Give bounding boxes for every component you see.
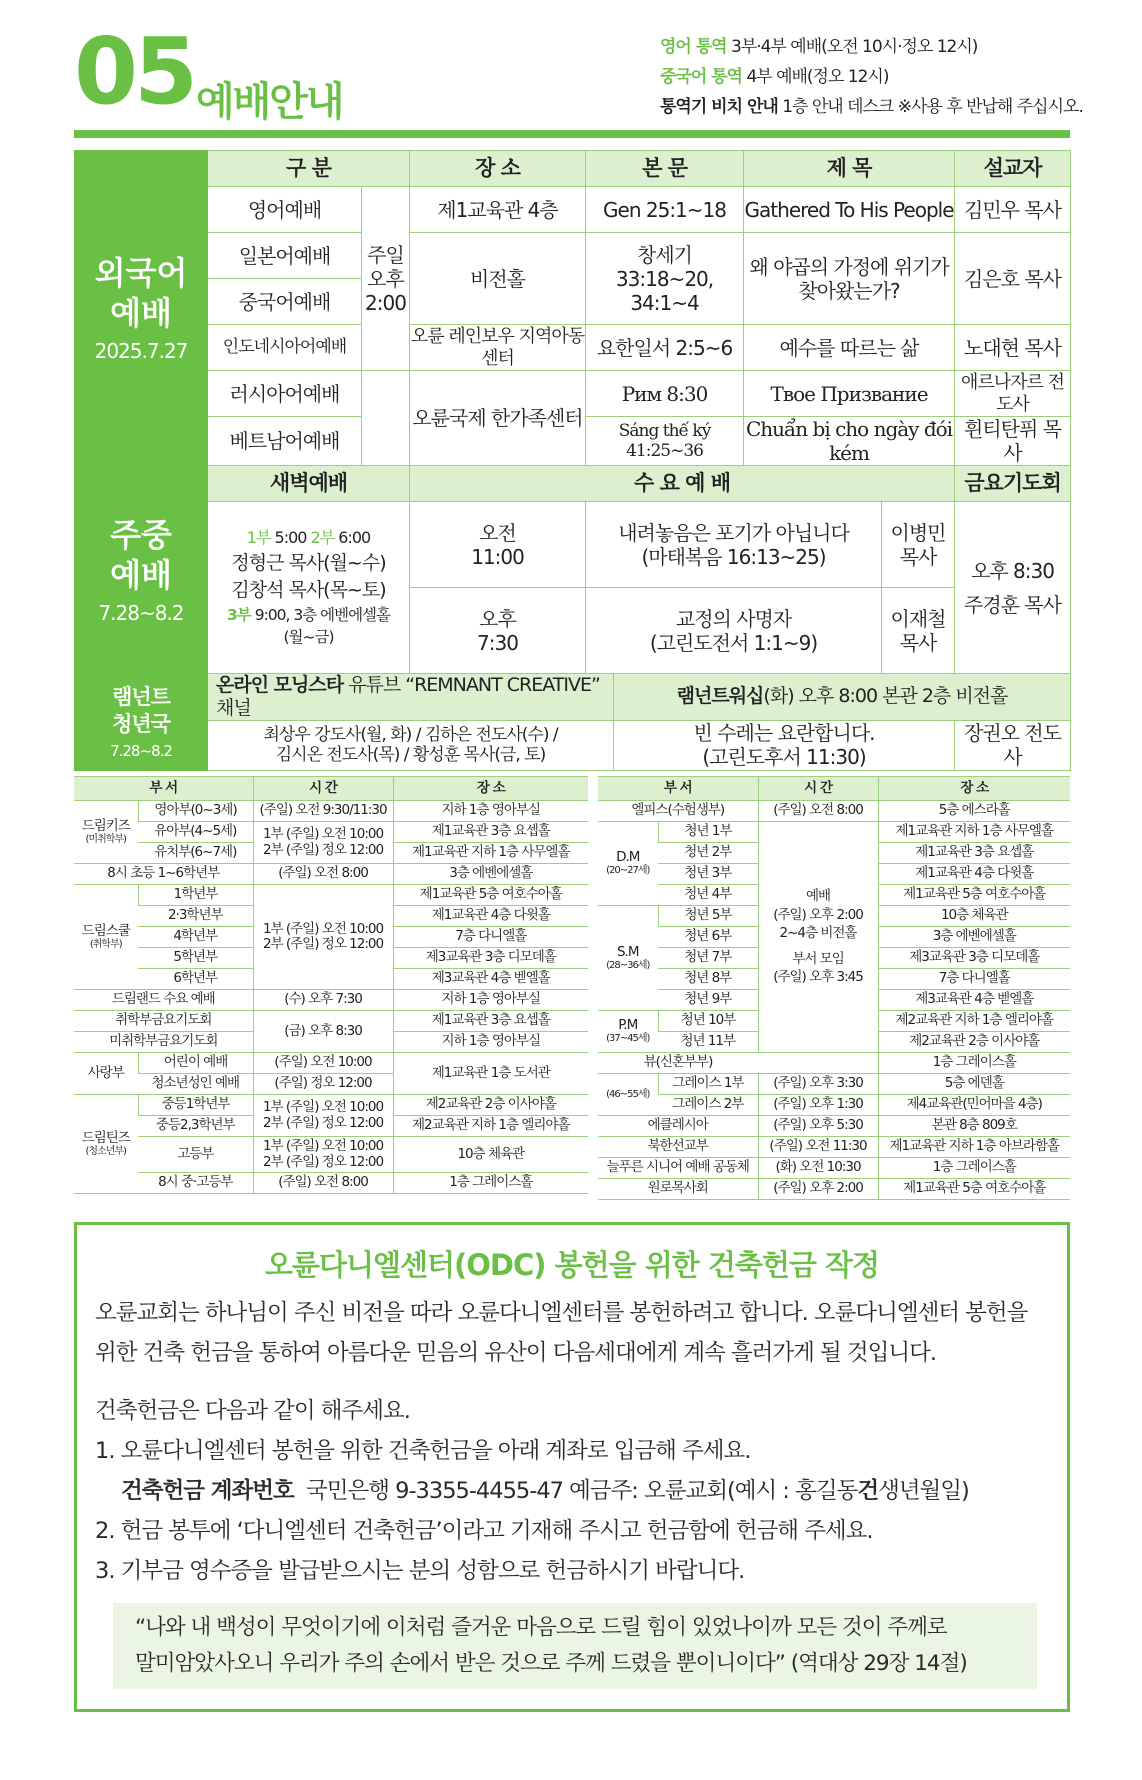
youth8-place: 7층 다니엘홀 xyxy=(878,969,1070,990)
dreamkids-group: 드림키즈 (미취학부) xyxy=(74,801,138,864)
nk-mission-place: 제1교육관 지하 1층 아브라함홀 xyxy=(878,1137,1070,1158)
interpreter-notice xyxy=(660,92,1083,117)
section-number: 05 xyxy=(74,18,195,125)
elder-pastor-place: 제1교육관 5층 여호수아홀 xyxy=(878,1179,1070,1200)
grace2-time: (주일) 오후 1:30 xyxy=(758,1095,878,1116)
youth5-dept: 청년 5부 xyxy=(658,906,758,927)
russian-preacher: 애르나자르 전도사 xyxy=(955,371,1071,417)
infant-place: 지하 1층 영아부실 xyxy=(393,801,588,822)
header-rule xyxy=(74,130,1070,138)
youth10-place: 제2교육관 지하 1층 엘리야홀 xyxy=(878,1011,1070,1032)
youth11-dept: 청년 11부 xyxy=(658,1032,758,1053)
prayer-time: (금) 오후 8:30 xyxy=(253,1011,393,1053)
middle23-dept: 중등2,3학년부 xyxy=(138,1116,253,1137)
wed-am-preacher: 이병민 목사 xyxy=(882,502,955,588)
offering-paragraph-1: 오륜교회는 하나님이 주신 비전을 따라 오륜다니엘센터를 봉헌하려고 합니다. 오륜다니엘센터 봉헌을 xyxy=(95,1300,1028,1326)
sarang-group: 사랑부 xyxy=(74,1053,138,1095)
english-place: 제1교육관 4층 xyxy=(410,187,586,233)
elpis-time: (주일) 오전 8:00 xyxy=(758,801,878,822)
youth8-dept: 청년 8부 xyxy=(658,969,758,990)
english-preacher: 김민우 목사 xyxy=(955,187,1071,233)
ecclesia-time: (주일) 오후 5:30 xyxy=(758,1116,878,1137)
col-sermon-title: 제 목 xyxy=(744,151,955,187)
sunday-2pm-time: 주일 오후 2:00 xyxy=(362,187,410,371)
dreamland-dept: 드림랜드 수요 예배 xyxy=(74,990,253,1011)
dreamteens-group: 드림틴즈 (청소년부) xyxy=(74,1095,138,1194)
interpret-english-label: 영어 통역 xyxy=(660,37,727,57)
youth3-place: 제1교육관 4층 다윗홀 xyxy=(878,864,1070,885)
school-prayer-dept: 취학부금요기도회 xyxy=(74,1011,253,1032)
dept-col-header-right: 부 서 xyxy=(598,777,758,801)
indonesian-place: 오륜 레인보우 지역아동센터 xyxy=(410,325,585,369)
col-place: 장 소 xyxy=(410,151,586,187)
senior-dept: 늘푸른 시니어 예배 공동체 xyxy=(598,1158,758,1179)
teen-time: 1부 (주일) 오전 10:00 2부 (주일) 정오 12:00 xyxy=(253,1095,393,1137)
dawn-worship-header: 새벽예배 xyxy=(208,466,410,502)
dreamschool-group: 드림스쿨 (취학부) xyxy=(74,885,138,990)
dept-col-header: 부 서 xyxy=(74,777,253,801)
youth1-dept: 청년 1부 xyxy=(658,822,758,843)
account-number-text: 국민은행 9-3355-4455-47 예금주: 오륜교회(예시 : 홍길동 xyxy=(306,1478,858,1504)
elpis-dept: 엘피스(수험생부) xyxy=(598,801,758,822)
worship-schedule-table xyxy=(74,150,1071,771)
friday-prayer-header: 금요기도회 xyxy=(955,466,1071,502)
col-passage: 본 문 xyxy=(586,151,744,187)
grade5-place: 제3교육관 3층 디모데홀 xyxy=(393,948,588,969)
building-offering-box xyxy=(74,1222,1070,1712)
dreamland-place: 지하 1층 영아부실 xyxy=(393,990,588,1011)
grade1-dept: 1학년부 xyxy=(138,885,253,906)
english-passage: Gen 25:1~18 xyxy=(586,187,744,233)
dawn-worship-details: 1부 5:00 2부 6:00 정형근 목사(월~수) 김창석 목사(목~토) 3부 9:00, 3층 에벤에셀홀 (월~금) xyxy=(208,502,410,674)
jp-cn-place: 비전홀 xyxy=(410,233,586,325)
preschool-prayer-dept: 미취학부금요기도회 xyxy=(74,1032,253,1053)
grade6-place: 제3교육관 4층 벧엘홀 xyxy=(393,969,588,990)
grace2-place: 제4교육관(민어마을 4층) xyxy=(878,1095,1070,1116)
jp-cn-passage: 창세기 33:18~20, 34:1~4 xyxy=(586,233,744,325)
kids-time: 1부 (주일) 오전 10:00 2부 (주일) 정오 12:00 xyxy=(253,822,393,864)
middle1-place: 제2교육관 2층 이사야홀 xyxy=(393,1095,588,1116)
newlywed-place: 1층 그레이스홀 xyxy=(878,1053,1070,1074)
children-department-table xyxy=(74,776,588,1194)
offering-instructions-intro: 건축헌금은 다음과 같이 해주세요. xyxy=(95,1398,410,1424)
grade4-dept: 4학년부 xyxy=(138,927,253,948)
vietnamese-preacher: 휜티탄퓌 목사 xyxy=(955,417,1071,466)
youth6-dept: 청년 6부 xyxy=(658,927,758,948)
youth9-place: 제3교육관 4층 벧엘홀 xyxy=(878,990,1070,1011)
youth10-dept: 청년 10부 xyxy=(658,1011,758,1032)
grade23-place: 제1교육관 4층 다윗홀 xyxy=(393,906,588,927)
vietnamese-title: Chuẩn bị cho ngày đói kém xyxy=(744,417,955,466)
col-category: 구 분 xyxy=(208,151,410,187)
infant-dept: 영아부(0~3세) xyxy=(138,801,253,822)
youth7-place: 제3교육관 3층 디모데홀 xyxy=(878,948,1070,969)
school-prayer-place: 제1교육관 3층 요셉홀 xyxy=(393,1011,588,1032)
time-col-header-right: 시 간 xyxy=(758,777,878,801)
foreign-worship-label: 외국어 예배 2025.7.27 xyxy=(75,151,208,466)
time-col-header: 시 간 xyxy=(253,777,393,801)
section-title: 예배안내 xyxy=(196,79,343,125)
elem-8am-time: (주일) 오전 8:00 xyxy=(253,864,393,885)
grace1-time: (주일) 오후 3:30 xyxy=(758,1074,878,1095)
russian-worship: 러시아어예배 xyxy=(208,371,362,417)
remnant-worship-preacher: 장권오 전도사 xyxy=(955,720,1071,770)
youth2-dept: 청년 2부 xyxy=(658,843,758,864)
grade1-place: 제1교육관 5층 여호수아홀 xyxy=(393,885,588,906)
remnant-worship-title: 빈 수레는 요란합니다. (고린도후서 11:30) xyxy=(614,720,955,770)
elder-pastor-time: (주일) 오후 2:00 xyxy=(758,1179,878,1200)
grace2-dept: 그레이스 2부 xyxy=(658,1095,758,1116)
vietnamese-worship: 베트남어예배 xyxy=(208,417,362,466)
infant-time: (주일) 오전 9:30/11:30 xyxy=(253,801,393,822)
youth2-place: 제1교육관 3층 요셉홀 xyxy=(878,843,1070,864)
wed-am-title: 내려놓음은 포기가 아닙니다 (마태복음 16:13~25) xyxy=(586,502,882,588)
jp-cn-title: 왜 야곱의 가정에 위기가 찾아왔는가? xyxy=(744,233,955,325)
interpret-english xyxy=(660,32,977,57)
grace1-dept: 그레이스 1부 xyxy=(658,1074,758,1095)
jp-cn-preacher: 김은호 목사 xyxy=(955,233,1071,325)
account-number-line xyxy=(121,1473,969,1505)
scripture-quote: “나와 내 백성이 무엇이기에 이처럼 즐거운 마음으로 드릴 힘이 있었나이까 모든 것이 주께로 말미암았사오니 우리가 주의 손에서 받은 것으로 주께 드렸을 뿐이니이다” (역대상 29장 14절) xyxy=(113,1603,1037,1689)
interpret-chinese xyxy=(660,62,889,87)
elder-pastor-dept: 원로목사회 xyxy=(598,1179,758,1200)
chinese-worship: 중국어예배 xyxy=(208,279,362,325)
teen-8am-time: (주일) 오전 8:00 xyxy=(253,1173,393,1194)
high-place: 10층 체육관 xyxy=(393,1137,588,1173)
elem-8am-dept: 8시 초등 1~6학년부 xyxy=(74,864,253,885)
ecclesia-place: 본관 8층 809호 xyxy=(878,1116,1070,1137)
preschool-prayer-place: 지하 1층 영아부실 xyxy=(393,1032,588,1053)
indonesian-passage: 요한일서 2:5~6 xyxy=(586,325,744,371)
youth-adult-dept: 청소년성인 예배 xyxy=(138,1074,253,1095)
grace-group: (46~55세) xyxy=(598,1074,658,1116)
col-preacher: 설교자 xyxy=(955,151,1071,187)
middle23-place: 제2교육관 지하 1층 엘리야홀 xyxy=(393,1116,588,1137)
youth4-place: 제1교육관 5층 여호수아홀 xyxy=(878,885,1070,906)
high-time: 1부 (주일) 오전 10:00 2부 (주일) 정오 12:00 xyxy=(253,1137,393,1173)
offering-title: 오륜다니엘센터(ODC) 봉헌을 위한 건축헌금 작정 xyxy=(264,1248,880,1282)
youth4-dept: 청년 4부 xyxy=(658,885,758,906)
dm-group: D.M (20~27세) xyxy=(598,822,658,906)
youth6-place: 3층 에벤에셀홀 xyxy=(878,927,1070,948)
youth-adult-department-table xyxy=(598,776,1070,1200)
indonesian-title: 예수를 따르는 삶 xyxy=(744,325,955,371)
youth-adult-time: (주일) 정오 12:00 xyxy=(253,1074,393,1095)
grade6-dept: 6학년부 xyxy=(138,969,253,990)
youth9-dept: 청년 9부 xyxy=(658,990,758,1011)
remnant-worship-header: 램넌트워십(화) 오후 8:00 본관 2층 비전홀 xyxy=(614,674,1071,721)
interpret-chinese-text: 4부 예배(정오 12시) xyxy=(746,67,889,87)
wed-pm-preacher: 이재철 목사 xyxy=(882,588,955,674)
newlywed-time-blank xyxy=(758,1053,878,1074)
indonesian-preacher: 노대현 목사 xyxy=(955,325,1071,371)
youth3-dept: 청년 3부 xyxy=(658,864,758,885)
online-morningstar-header: 온라인 모닝스타 유튜브 “REMNANT CREATIVE” 채널 xyxy=(208,674,614,721)
place-col-header: 장 소 xyxy=(393,777,588,801)
interpret-chinese-label: 중국어 통역 xyxy=(660,67,743,87)
friday-prayer-details: 오후 8:30 주경훈 목사 xyxy=(955,502,1071,674)
youth5-place: 10층 체육관 xyxy=(878,906,1070,927)
newlywed-dept: 뷰(신혼부부) xyxy=(598,1053,758,1074)
senior-time: (화) 오전 10:30 xyxy=(758,1158,878,1179)
russian-title: Твое Призвание xyxy=(744,371,955,417)
offering-paragraph-2: 위한 건축 헌금을 통하여 아름다운 믿음의 유산이 다음세대에게 계속 흘러가게 될 것입니다. xyxy=(95,1340,937,1366)
pm-group: P.M (37~45세) xyxy=(598,1011,658,1053)
ru-vi-place: 오륜국제 한가족센터 xyxy=(410,371,586,466)
sarang-place: 제1교육관 1층 도서관 xyxy=(393,1053,588,1095)
wed-am-time: 오전 11:00 xyxy=(410,502,586,588)
english-title: Gathered To His People xyxy=(744,187,955,233)
offering-step-3: 3. 기부금 영수증을 발급받으시는 분의 성함으로 헌금하시기 바랍니다. xyxy=(95,1558,745,1584)
account-example-tail: 생년월일) xyxy=(878,1478,969,1504)
school-time: 1부 (주일) 오전 10:00 2부 (주일) 정오 12:00 xyxy=(253,885,393,990)
account-example-bold: 건 xyxy=(857,1478,879,1504)
middle1-dept: 중등1학년부 xyxy=(138,1095,253,1116)
account-number-label: 건축헌금 계좌번호 xyxy=(121,1478,294,1504)
weekday-worship-label: 주중 예배 7.28~8.2 xyxy=(75,466,208,674)
offering-step-2: 2. 헌금 봉투에 ‘다니엘센터 건축헌금’이라고 기재해 주시고 헌금함에 헌금해 주세요. xyxy=(95,1518,873,1544)
teen-8am-place: 1층 그레이스홀 xyxy=(393,1173,588,1194)
kids-service-dept: 어린이 예배 xyxy=(138,1053,253,1074)
nk-mission-time: (주일) 오전 11:30 xyxy=(758,1137,878,1158)
wed-pm-time: 오후 7:30 xyxy=(410,588,586,674)
wednesday-worship-header: 수 요 예 배 xyxy=(410,466,955,502)
interpreter-notice-label: 통역기 비치 안내 xyxy=(660,97,778,117)
youth-worship-time: 예배 (주일) 오후 2:00 2~4층 비전홀 부서 모임 (주일) 오후 3:45 xyxy=(758,822,878,1053)
russian-passage: Рим 8:30 xyxy=(586,371,744,417)
elpis-place: 5층 에스라홀 xyxy=(878,801,1070,822)
sm-group: S.M (28~36세) xyxy=(598,906,658,1011)
interpret-english-text: 3부·4부 예배(오전 10시·정오 12시) xyxy=(731,37,978,57)
kindergarten-place: 제1교육관 지하 1층 사무엘홀 xyxy=(393,843,588,864)
interpreter-notice-text: 1층 안내 데스크 ※사용 후 반납해 주십시오. xyxy=(782,97,1083,117)
kids-service-time: (주일) 오전 10:00 xyxy=(253,1053,393,1074)
elem-8am-place: 3층 에벤에셀홀 xyxy=(393,864,588,885)
kindergarten-dept: 유치부(6~7세) xyxy=(138,843,253,864)
youth11-place: 제2교육관 2층 이사야홀 xyxy=(878,1032,1070,1053)
dreamland-time: (수) 오후 7:30 xyxy=(253,990,393,1011)
nk-mission-dept: 북한선교부 xyxy=(598,1137,758,1158)
english-worship: 영어예배 xyxy=(208,187,362,233)
morningstar-preachers: 최상우 강도사(월, 화) / 김하은 전도사(수) / 김시온 전도사(목) / 황성훈 목사(금, 토) xyxy=(208,720,614,770)
youth7-dept: 청년 7부 xyxy=(658,948,758,969)
place-col-header-right: 장 소 xyxy=(878,777,1070,801)
offering-step-1: 1. 오륜다니엘센터 봉헌을 위한 건축헌금을 아래 계좌로 입금해 주세요. xyxy=(95,1438,751,1464)
high-dept: 고등부 xyxy=(138,1137,253,1173)
vietnamese-passage: Sáng thế ký 41:25~36 xyxy=(586,417,744,466)
grade23-dept: 2·3학년부 xyxy=(138,906,253,927)
ecclesia-dept: 에클레시아 xyxy=(598,1116,758,1137)
toddler-dept: 유아부(4~5세) xyxy=(138,822,253,843)
senior-place: 1층 그레이스홀 xyxy=(878,1158,1070,1179)
grace1-place: 5층 에덴홀 xyxy=(878,1074,1070,1095)
indonesian-worship: 인도네시아어예배 xyxy=(208,325,362,371)
toddler-place: 제1교육관 3층 요셉홀 xyxy=(393,822,588,843)
remnant-label: 램넌트 청년국 7.28~8.2 xyxy=(75,674,208,771)
grade5-dept: 5학년부 xyxy=(138,948,253,969)
teen-8am-dept: 8시 중·고등부 xyxy=(138,1173,253,1194)
grade4-place: 7층 다니엘홀 xyxy=(393,927,588,948)
wed-pm-title: 교정의 사명자 (고린도전서 1:1~9) xyxy=(586,588,882,674)
japanese-worship: 일본어예배 xyxy=(208,233,362,279)
russian-time-blank xyxy=(362,371,410,466)
youth1-place: 제1교육관 지하 1층 사무엘홀 xyxy=(878,822,1070,843)
